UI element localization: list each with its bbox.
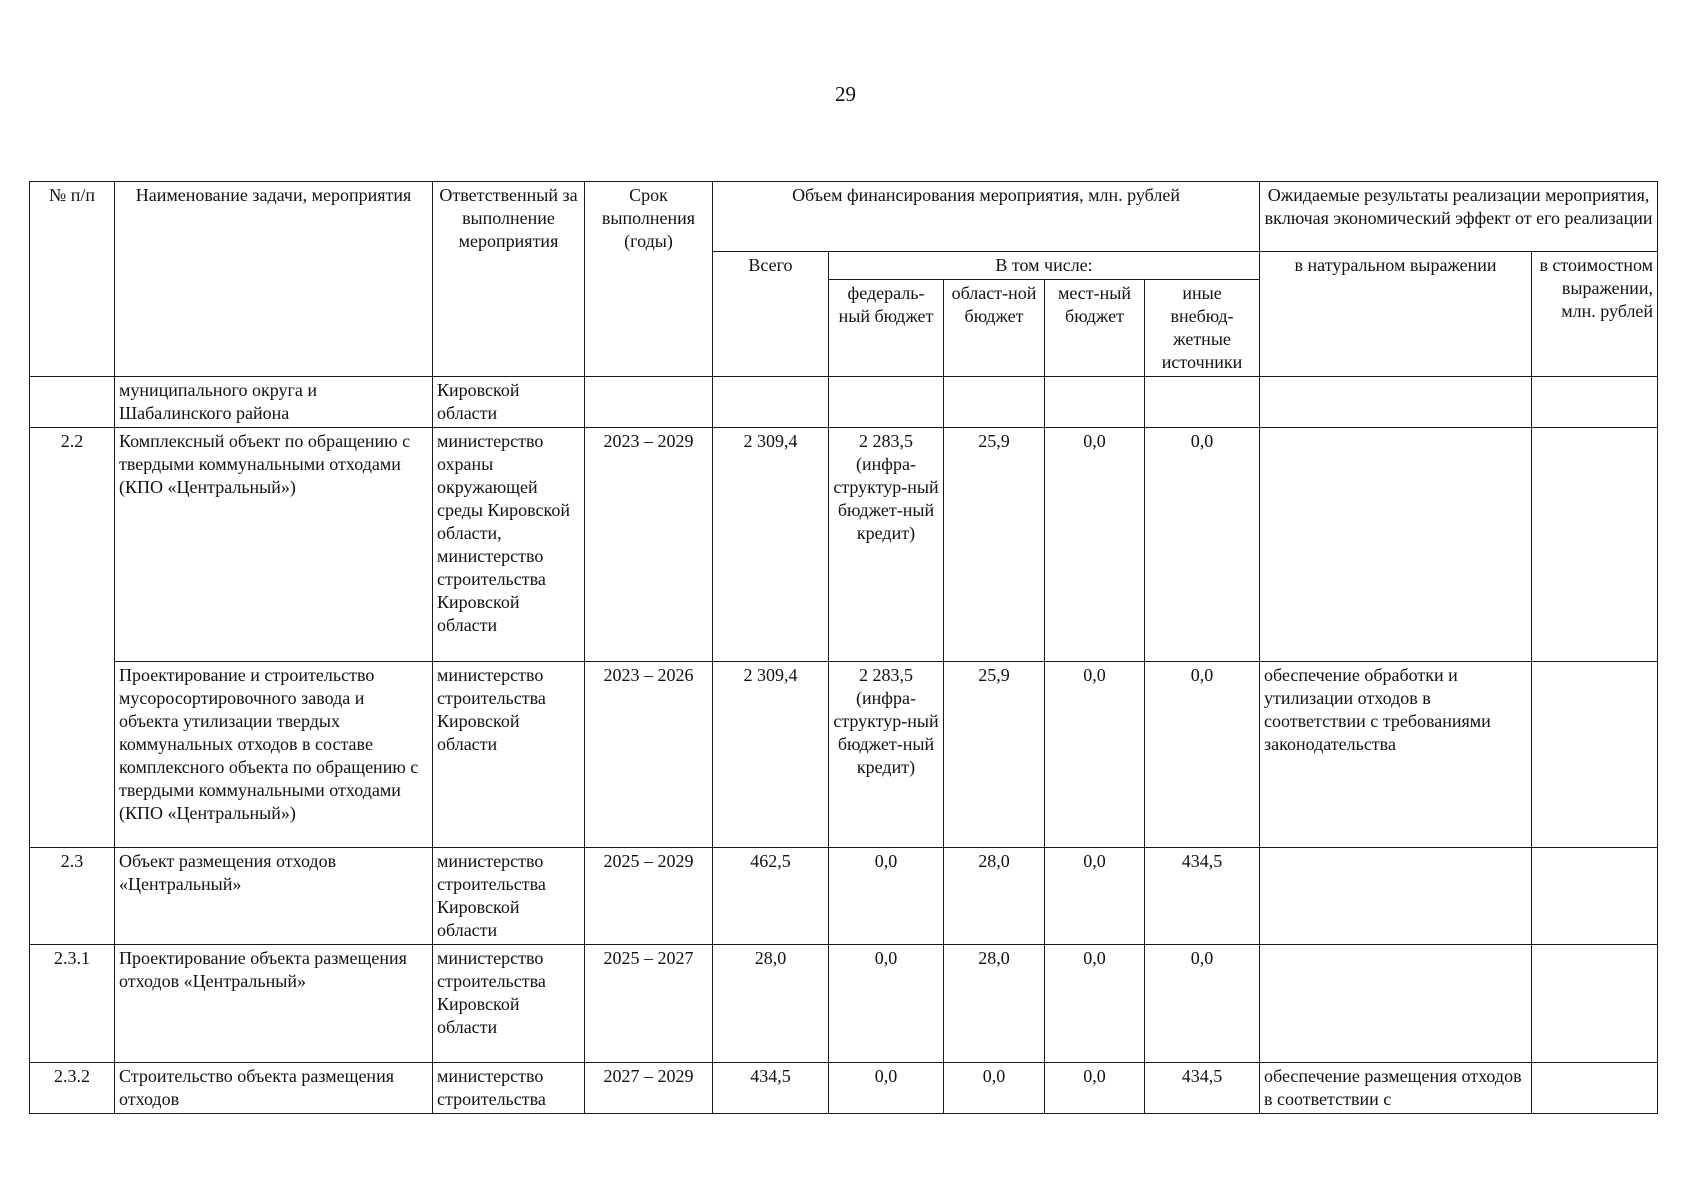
header-other: иные внебюд-жетные источники [1145,280,1260,377]
cell-natural [1260,377,1532,428]
cell-natural: обеспечение обработки и утилизации отходов в соответствии с требованиями законодательства [1260,662,1532,848]
cell-cost [1532,377,1658,428]
header-task: Наименование задачи, мероприятия [115,182,433,377]
cell-other: 0,0 [1145,662,1260,848]
header-natural: в натуральном выражении [1260,252,1532,377]
cell-federal: 0,0 [829,848,944,945]
cell-natural [1260,428,1532,662]
cell-task: муниципального округа и Шабалинского района [115,377,433,428]
cell-local: 0,0 [1045,1063,1145,1114]
cell-natural: обеспечение размещения отходов в соответствии с [1260,1063,1532,1114]
cell-other: 434,5 [1145,848,1260,945]
cell-regional: 28,0 [944,945,1045,1063]
cell-num: 2.3.2 [30,1063,115,1114]
cell-cost [1532,1063,1658,1114]
table-row [30,848,1658,945]
page-number: 29 [835,82,856,106]
cell-term: 2023 – 2026 [585,662,713,848]
header-including: В том числе: [829,252,1260,280]
cell-responsible: министерство строительства Кировской области [433,848,585,945]
cell-cost [1532,428,1658,662]
cell-other [1145,377,1260,428]
cell-regional: 28,0 [944,848,1045,945]
cell-responsible: министерство охраны окружающей среды Кировской области, министерство строительства Кировской области [433,428,585,662]
cell-local: 0,0 [1045,848,1145,945]
header-funding: Объем финансирования мероприятия, млн. рублей [713,182,1260,252]
cell-cost [1532,662,1658,848]
cell-regional: 0,0 [944,1063,1045,1114]
cell-other: 0,0 [1145,428,1260,662]
cell-federal [829,377,944,428]
cell-term [585,377,713,428]
cell-term: 2025 – 2027 [585,945,713,1063]
table-row [30,1063,1658,1114]
cell-regional: 25,9 [944,428,1045,662]
header-regional: област-ной бюджет [944,280,1045,377]
cell-local: 0,0 [1045,662,1145,848]
header-cost: в стоимостном выражении, млн. рублей [1532,252,1658,377]
cell-local: 0,0 [1045,428,1145,662]
cell-responsible: министерство строительства [433,1063,585,1114]
table-header [30,182,1658,377]
header-total: Всего [713,252,829,377]
cell-num: 2.2 [30,428,115,848]
table-row [30,428,1658,662]
cell-natural [1260,945,1532,1063]
header-local: мест-ный бюджет [1045,280,1145,377]
cell-federal: 2 283,5 (инфра-структур-ный бюджет-ный кредит) [829,662,944,848]
cell-total: 434,5 [713,1063,829,1114]
header-num: № п/п [30,182,115,377]
cell-responsible: Кировской области [433,377,585,428]
cell-cost [1532,945,1658,1063]
cell-natural [1260,848,1532,945]
header-responsible: Ответственный за выполнение мероприятия [433,182,585,377]
cell-responsible: министерство строительства Кировской области [433,662,585,848]
cell-local [1045,377,1145,428]
cell-num: 2.3.1 [30,945,115,1063]
table-body [30,377,1658,1114]
cell-total [713,377,829,428]
cell-total: 462,5 [713,848,829,945]
cell-total: 28,0 [713,945,829,1063]
table-row [30,945,1658,1063]
cell-other: 0,0 [1145,945,1260,1063]
table-row [30,662,1658,848]
cell-term: 2023 – 2029 [585,428,713,662]
cell-responsible: министерство строительства Кировской области [433,945,585,1063]
cell-num: 2.3 [30,848,115,945]
cell-cost [1532,848,1658,945]
cell-task: Проектирование объекта размещения отходов «Центральный» [115,945,433,1063]
cell-federal: 2 283,5 (инфра-структур-ный бюджет-ный кредит) [829,428,944,662]
cell-total: 2 309,4 [713,662,829,848]
cell-federal: 0,0 [829,1063,944,1114]
cell-task: Объект размещения отходов «Центральный» [115,848,433,945]
header-results: Ожидаемые результаты реализации мероприятия, включая экономический эффект от его реализации [1260,182,1658,252]
cell-task: Строительство объекта размещения отходов [115,1063,433,1114]
cell-local: 0,0 [1045,945,1145,1063]
table-row [30,377,1658,428]
header-federal: федераль-ный бюджет [829,280,944,377]
cell-regional [944,377,1045,428]
cell-num [30,377,115,428]
cell-other: 434,5 [1145,1063,1260,1114]
cell-regional: 25,9 [944,662,1045,848]
funding-table [29,181,1658,1114]
cell-federal: 0,0 [829,945,944,1063]
cell-term: 2025 – 2029 [585,848,713,945]
cell-task: Комплексный объект по обращению с твердыми коммунальными отходами (КПО «Центральный») [115,428,433,662]
cell-total: 2 309,4 [713,428,829,662]
header-term: Срок выполнения (годы) [585,182,713,377]
cell-term: 2027 – 2029 [585,1063,713,1114]
cell-task: Проектирование и строительство мусоросортировочного завода и объекта утилизации твердых коммунальных отходов в составе комплексного объекта по обращению с твердыми коммунальными отходами (КПО «Центральный») [115,662,433,848]
